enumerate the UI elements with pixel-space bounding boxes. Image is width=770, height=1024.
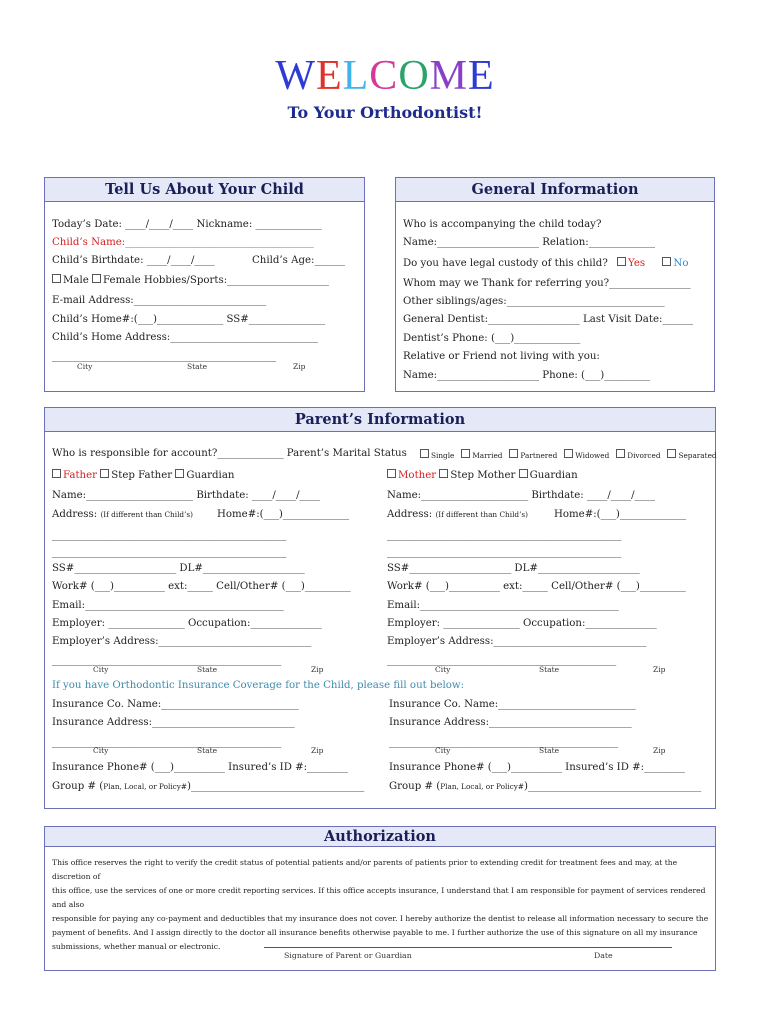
partnered-label: Partnered bbox=[520, 451, 558, 460]
zip-caption: Zip bbox=[311, 665, 324, 674]
guardian-right-checkbox[interactable] bbox=[519, 469, 528, 478]
insurance-note: If you have Orthodontic Insurance Coverage for the Child, please fill out below: bbox=[52, 680, 465, 691]
custody-yes-checkbox[interactable] bbox=[617, 257, 626, 266]
city-caption: City bbox=[435, 746, 451, 755]
child-address-line[interactable]: ____________________________________________ bbox=[52, 351, 277, 362]
general-dentist-field[interactable]: General Dentist:__________________ Last Visit Date:______ bbox=[403, 314, 694, 325]
mother-employer-field[interactable]: Employer: _______________ Occupation:______________ bbox=[387, 618, 657, 629]
group-number-right-field[interactable]: Group # (Plan, Local, or Policy#)__________________________________ bbox=[389, 781, 702, 792]
divorced-checkbox[interactable] bbox=[616, 449, 625, 458]
divorced-label: Divorced bbox=[627, 451, 661, 460]
custody-question: Do you have legal custody of this child? bbox=[403, 258, 608, 269]
insurance-address-right-line[interactable]: _____________________________________________ bbox=[389, 737, 619, 748]
insurance-name-left-field[interactable]: Insurance Co. Name:___________________________ bbox=[52, 699, 299, 710]
father-home-phone-field[interactable]: Home#:(___)_____________ bbox=[217, 509, 350, 520]
address-note: (If different than Child’s) bbox=[435, 510, 528, 519]
step-mother-checkbox[interactable] bbox=[439, 469, 448, 478]
page-subtitle: To Your Orthodontist! bbox=[287, 103, 483, 122]
marital-status-options bbox=[420, 449, 717, 462]
widowed-checkbox[interactable] bbox=[564, 449, 573, 458]
father-name-birthdate-field[interactable]: Name:_____________________ Birthdate: ____/____/____ bbox=[52, 490, 320, 501]
mother-address-label: Address: (If different than Child’s) bbox=[387, 509, 528, 520]
guardian-left-checkbox[interactable] bbox=[175, 469, 184, 478]
authorization-text bbox=[52, 856, 714, 954]
zip-caption: Zip bbox=[293, 362, 306, 371]
mother-address-line-1[interactable]: ______________________________________________ bbox=[387, 530, 622, 541]
hobbies-field[interactable]: Hobbies/Sports:____________________ bbox=[143, 275, 330, 286]
father-label: Father bbox=[63, 470, 98, 481]
insurance-address-left-line[interactable]: _____________________________________________ bbox=[52, 737, 282, 748]
state-caption: State bbox=[539, 665, 560, 674]
state-caption: State bbox=[197, 746, 218, 755]
child-name-field[interactable]: Child’s Name:_____________________________________ bbox=[52, 237, 314, 248]
city-caption: City bbox=[93, 746, 109, 755]
custody-yes-label: Yes bbox=[628, 258, 646, 269]
separated-label: Separated bbox=[678, 451, 717, 460]
group-note: Plan, Local, or Policy# bbox=[440, 782, 524, 791]
father-address-label: Address: (If different than Child’s) bbox=[52, 509, 193, 520]
father-address-line-1[interactable]: ______________________________________________ bbox=[52, 530, 287, 541]
mother-role-row bbox=[387, 469, 578, 482]
child-home-address-field[interactable]: Child’s Home Address:_____________________________ bbox=[52, 332, 318, 343]
gender-row bbox=[52, 274, 329, 287]
welcome-letter: W bbox=[275, 53, 316, 99]
mother-checkbox[interactable] bbox=[387, 469, 396, 478]
address-note: (If different than Child’s) bbox=[100, 510, 193, 519]
insurance-address-left-field[interactable]: Insurance Address:____________________________ bbox=[52, 717, 295, 728]
child-section-header: Tell Us About Your Child bbox=[45, 178, 364, 202]
accompanying-question: Who is accompanying the child today? bbox=[403, 219, 602, 230]
insurance-phone-left-field[interactable]: Insurance Phone# (___)__________ Insured’s ID #:________ bbox=[52, 762, 348, 773]
relative-name-phone-field[interactable]: Name:____________________ Phone: (___)_________ bbox=[403, 370, 651, 381]
date-label: Date bbox=[594, 951, 613, 960]
mother-email-field[interactable]: Email:_______________________________________ bbox=[387, 600, 619, 611]
partnered-checkbox[interactable] bbox=[509, 449, 518, 458]
insurance-name-right-field[interactable]: Insurance Co. Name:___________________________ bbox=[389, 699, 636, 710]
single-checkbox[interactable] bbox=[420, 449, 429, 458]
custody-no-checkbox[interactable] bbox=[662, 257, 671, 266]
guardian-right-label: Guardian bbox=[529, 470, 578, 481]
mother-home-phone-field[interactable]: Home#:(___)_____________ bbox=[554, 509, 687, 520]
child-birthdate-field[interactable]: Child’s Birthdate: ____/____/____ bbox=[52, 255, 215, 266]
city-caption: City bbox=[93, 665, 109, 674]
child-section bbox=[44, 177, 365, 392]
welcome-letter: E bbox=[468, 53, 495, 99]
referral-field[interactable]: Whom may we Thank for referring you?________________ bbox=[403, 278, 691, 289]
zip-caption: Zip bbox=[653, 665, 666, 674]
state-caption: State bbox=[197, 665, 218, 674]
authorization-line: submissions, whether manual or electronic. bbox=[52, 942, 221, 951]
group-note: Plan, Local, or Policy# bbox=[103, 782, 187, 791]
welcome-letter: O bbox=[398, 53, 430, 99]
responsible-account-field[interactable]: Who is responsible for account?_____________ Parent’s Marital Status bbox=[52, 448, 407, 459]
mother-label: Mother bbox=[398, 470, 437, 481]
father-work-cell-field[interactable]: Work# (___)__________ ext:_____ Cell/Other# (___)_________ bbox=[52, 581, 351, 592]
insurance-address-right-field[interactable]: Insurance Address:____________________________ bbox=[389, 717, 632, 728]
todays-date-field[interactable]: Today’s Date: ____/____/____ Nickname: _____________ bbox=[52, 219, 322, 230]
married-checkbox[interactable] bbox=[461, 449, 470, 458]
welcome-title bbox=[0, 54, 770, 98]
child-home-ss-field[interactable]: Child’s Home#:(___)_____________ SS#_______________ bbox=[52, 314, 326, 325]
city-caption: City bbox=[77, 362, 93, 371]
welcome-letter: M bbox=[429, 53, 469, 99]
mother-employer-address-field[interactable]: Employer’s Address:______________________________ bbox=[387, 636, 647, 647]
accompanying-name-relation-field[interactable]: Name:____________________ Relation:_____________ bbox=[403, 237, 655, 248]
father-address-line-2[interactable]: ______________________________________________ bbox=[52, 547, 287, 558]
state-caption: State bbox=[187, 362, 208, 371]
male-label: Male bbox=[63, 275, 89, 286]
insurance-phone-right-field[interactable]: Insurance Phone# (___)__________ Insured’s ID #:________ bbox=[389, 762, 685, 773]
father-ss-dl-field[interactable]: SS#____________________ DL#____________________ bbox=[52, 563, 305, 574]
welcome-letter: C bbox=[369, 53, 399, 99]
female-checkbox[interactable] bbox=[92, 274, 101, 283]
general-section-header: General Information bbox=[396, 178, 714, 202]
father-employer-address-field[interactable]: Employer’s Address:______________________________ bbox=[52, 636, 312, 647]
authorization-line: This office reserves the right to verify the credit status of potential patients and/or parents of patients prior to extending credit for treatment fees and may, at the discretion of bbox=[52, 858, 678, 881]
father-employer-address-line[interactable]: _____________________________________________ bbox=[52, 655, 282, 666]
step-father-checkbox[interactable] bbox=[100, 469, 109, 478]
mother-employer-address-line[interactable]: _____________________________________________ bbox=[387, 655, 617, 666]
male-checkbox[interactable] bbox=[52, 274, 61, 283]
father-employer-field[interactable]: Employer: _______________ Occupation:______________ bbox=[52, 618, 322, 629]
zip-caption: Zip bbox=[311, 746, 324, 755]
female-label: Female bbox=[103, 275, 141, 286]
mother-work-cell-field[interactable]: Work# (___)__________ ext:_____ Cell/Other# (___)_________ bbox=[387, 581, 686, 592]
custody-row bbox=[403, 257, 688, 270]
father-role-row bbox=[52, 469, 234, 482]
child-email-field[interactable]: E-mail Address:__________________________ bbox=[52, 295, 267, 306]
guardian-left-label: Guardian bbox=[186, 470, 235, 481]
step-father-label: Step Father bbox=[111, 470, 173, 481]
relative-question: Relative or Friend not living with you: bbox=[403, 351, 600, 362]
parent-section-header: Parent’s Information bbox=[45, 408, 715, 432]
group-number-left-field[interactable]: Group # (Plan, Local, or Policy#)__________________________________ bbox=[52, 781, 365, 792]
state-caption: State bbox=[539, 746, 560, 755]
parent-section bbox=[44, 407, 716, 809]
single-label: Single bbox=[431, 451, 455, 460]
authorization-line: responsible for paying any co-payment and deductibles that my insurance does not cover. I hereby authorize the dentist to release all information necessary to secure the bbox=[52, 914, 709, 923]
father-checkbox[interactable] bbox=[52, 469, 61, 478]
father-email-field[interactable]: Email:_______________________________________ bbox=[52, 600, 284, 611]
authorization-header: Authorization bbox=[45, 827, 715, 847]
authorization-line: payment of benefits. And I assign directly to the doctor all insurance benefits otherwise payable to me. I further authorize the use of this signature on all my insurance bbox=[52, 928, 698, 937]
step-mother-label: Step Mother bbox=[450, 470, 516, 481]
custody-no-label: No bbox=[673, 258, 689, 269]
general-section bbox=[395, 177, 715, 392]
dentist-phone-field[interactable]: Dentist’s Phone: (___)_____________ bbox=[403, 333, 581, 344]
widowed-label: Widowed bbox=[575, 451, 610, 460]
signature-line[interactable] bbox=[264, 947, 672, 948]
signature-label: Signature of Parent or Guardian bbox=[284, 951, 412, 960]
mother-name-birthdate-field[interactable]: Name:_____________________ Birthdate: ____/____/____ bbox=[387, 490, 655, 501]
married-label: Married bbox=[472, 451, 503, 460]
separated-checkbox[interactable] bbox=[667, 449, 676, 458]
siblings-field[interactable]: Other siblings/ages:_______________________________ bbox=[403, 296, 665, 307]
mother-address-line-2[interactable]: ______________________________________________ bbox=[387, 547, 622, 558]
authorization-line: this office, use the services of one or more credit reporting services. If this office accepts insurance, I understand that I am responsible for payment of services rendered and also bbox=[52, 886, 706, 909]
welcome-letter: L bbox=[342, 53, 370, 99]
welcome-letter: E bbox=[315, 53, 343, 99]
mother-ss-dl-field[interactable]: SS#____________________ DL#____________________ bbox=[387, 563, 640, 574]
zip-caption: Zip bbox=[653, 746, 666, 755]
child-age-field[interactable]: Child’s Age:______ bbox=[252, 255, 346, 266]
city-caption: City bbox=[435, 665, 451, 674]
